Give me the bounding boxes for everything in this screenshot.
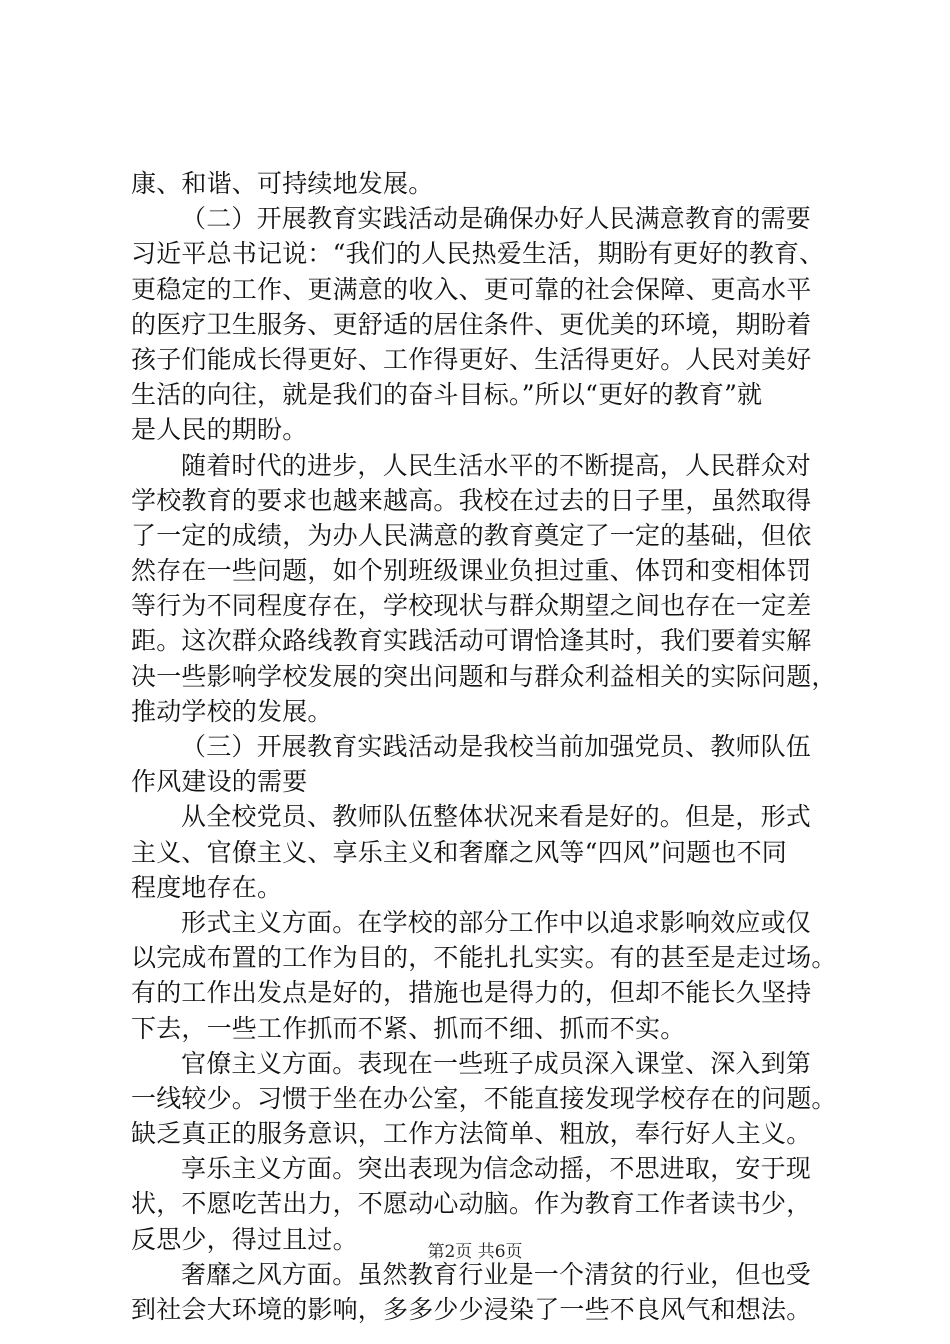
text-line: （三）开展教育实践活动是我校当前加强党员、教师队伍 <box>181 732 812 761</box>
text-line: 从全校党员、教师队伍整体状况来看是好的。但是，形式 <box>181 802 812 832</box>
text-line: 有的工作出发点是好的，措施也是得力的，但却不能长久坚持 <box>131 978 812 1008</box>
text-line: 主义、官僚主义、享乐主义和奢靡之风等“四风”问题也不同 <box>131 837 787 867</box>
text-line: 的医疗卫生服务、更舒适的居住条件、更优美的环境，期盼着 <box>131 309 812 339</box>
text-line: 奢靡之风方面。虽然教育行业是一个清贫的行业，但也受 <box>181 1259 812 1289</box>
text-line: 然存在一些问题，如个别班级课业负担过重、体罚和变相体罚 <box>131 556 812 586</box>
text-line: 学校教育的要求也越来越高。我校在过去的日子里，虽然取得 <box>131 485 812 515</box>
text-line: 孩子们能成长得更好、工作得更好、生活得更好。人民对美好 <box>131 344 812 374</box>
text-line: 下去，一些工作抓而不紧、抓而不细、抓而不实。 <box>131 1013 686 1043</box>
text-line: 反思少，得过且过。 <box>131 1224 358 1254</box>
text-line: 是人民的期盼。 <box>131 415 308 445</box>
text-line: 状，不愿吃苦出力，不愿动心动脑。作为教育工作者读书少， <box>131 1189 812 1219</box>
text-line: 程度地存在。 <box>131 872 283 902</box>
text-line: 生活的向往，就是我们的奋斗目标。”所以“更好的教育”就 <box>131 380 763 410</box>
text-line: 更稳定的工作、更满意的收入、更可靠的社会保障、更高水平 <box>131 274 812 304</box>
text-line: 推动学校的发展。 <box>131 696 333 726</box>
document-body <box>131 166 837 1327</box>
text-line: 康、和谐、可持续地发展。 <box>131 169 434 198</box>
page-footer: 第2页 共6页 <box>427 1242 523 1262</box>
text-line: 形式主义方面。在学校的部分工作中以追求影响效应或仅 <box>181 907 812 937</box>
text-line: 享乐主义方面。突出表现为信念动摇，不思进取，安于现 <box>181 1154 812 1184</box>
text-line: （二）开展教育实践活动是确保办好人民满意教育的需要 <box>181 204 812 234</box>
text-line: 以完成布置的工作为目的，不能扎扎实实。有的甚至是走过场。 <box>131 943 837 973</box>
text-line: 缺乏真正的服务意识，工作方法简单、粗放，奉行好人主义。 <box>131 1119 812 1149</box>
text-line: 到社会大环境的影响，多多少少浸染了一些不良风气和想法。 <box>131 1295 812 1324</box>
text-line: 了一定的成绩，为办人民满意的教育奠定了一定的基础，但依 <box>131 520 812 550</box>
text-line: 决一些影响学校发展的突出问题和与群众利益相关的实际问题， <box>131 661 837 691</box>
text-line: 习近平总书记说：“我们的人民热爱生活，期盼有更好的教育、 <box>131 239 825 269</box>
text-line: 距。这次群众路线教育实践活动可谓恰逢其时，我们要着实解 <box>131 626 812 656</box>
text-line: 官僚主义方面。表现在一些班子成员深入课堂、深入到第 <box>181 1048 812 1078</box>
text-line: 一线较少。习惯于坐在办公室，不能直接发现学校存在的问题。 <box>131 1083 837 1113</box>
text-line: 随着时代的进步，人民生活水平的不断提高，人民群众对 <box>181 450 812 480</box>
text-line: 等行为不同程度存在，学校现状与群众期望之间也存在一定差 <box>131 591 812 621</box>
text-line: 作风建设的需要 <box>131 767 308 797</box>
